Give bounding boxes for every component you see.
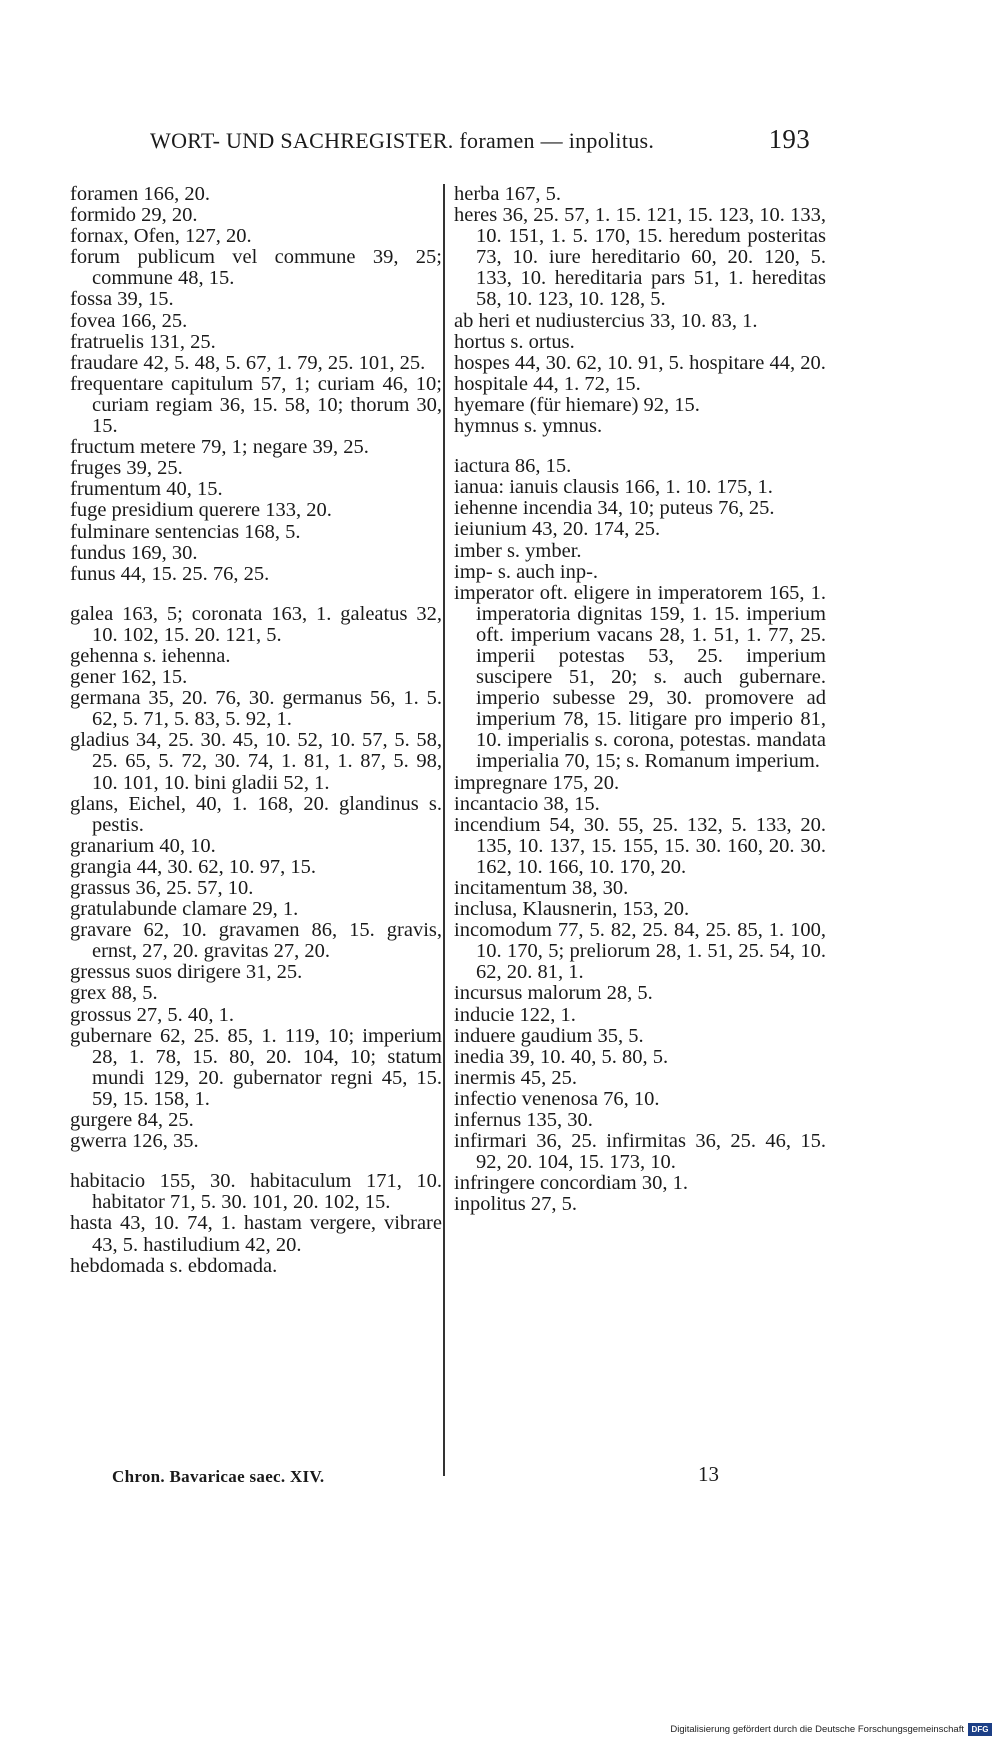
index-entry: fovea 166, 25.: [70, 309, 188, 332]
page-number: 193: [768, 124, 810, 154]
index-entry: incursus malorum 28, 5.: [454, 982, 653, 1005]
index-entry: iactura 86, 15.: [454, 455, 572, 478]
index-entry: inermis 45, 25.: [454, 1066, 577, 1089]
index-entry: imber s. ymber.: [454, 539, 582, 562]
index-entry: fundus 169, 30.: [70, 541, 198, 564]
index-entry: gurgere 84, 25.: [70, 1109, 194, 1132]
index-entry: hospes 44, 30. 62, 10. 91, 5. hospitare 44, 20.: [454, 351, 826, 374]
index-entry: induere gaudium 35, 5.: [454, 1024, 644, 1047]
index-entry: fratruelis 131, 25.: [70, 330, 216, 353]
index-entry: incitamentum 38, 30.: [454, 877, 629, 899]
index-entry: grex 88, 5.: [70, 982, 158, 1005]
index-column-right: [454, 184, 826, 1216]
index-entry: gressus suos dirigere 31, 25.: [70, 961, 303, 984]
index-entry: gratulabunde clamare 29, 1.: [70, 898, 299, 921]
index-entry: fulminare sentencias 168, 5.: [70, 520, 301, 543]
signature-mark: Chron. Bavaricae saec. XIV.: [112, 1467, 325, 1486]
index-entry: hasta 43, 10. 74, 1. hastam vergere, vibrare 43, 5. hastiludium 42, 20.: [70, 1212, 442, 1256]
section-gap: [454, 437, 826, 456]
index-entry: grassus 36, 25. 57, 10.: [70, 877, 254, 899]
index-entry: incendium 54, 30. 55, 25. 132, 5. 133, 20. 135, 10. 137, 15. 155, 15. 30. 160, 20. 30. 162, 10. 166, 10. 170, 20.: [454, 813, 826, 878]
running-head-title: WORT- UND SACHREGISTER. foramen — inpolitus.: [150, 128, 655, 153]
index-entry: hortus s. ortus.: [454, 330, 575, 353]
digitization-note: Digitalisierung gefördert durch die Deutsche Forschungsgemeinschaft: [670, 1724, 964, 1735]
index-entry: infirmari 36, 25. infirmitas 36, 25. 46, 15. 92, 20. 104, 15. 173, 10.: [454, 1130, 826, 1174]
index-entry: infectio venenosa 76, 10.: [454, 1087, 660, 1110]
index-entry: gladius 34, 25. 30. 45, 10. 52, 10. 57, 5. 58, 25. 65, 5. 72, 30. 74, 1. 81, 1. 87, 5. 98, 10. 101, 10. bini gladii 52, 1.: [70, 729, 442, 794]
index-entry: habitacio 155, 30. habitaculum 171, 10. habitator 71, 5. 30. 101, 20. 102, 15.: [70, 1170, 442, 1214]
index-entry: gwerra 126, 35.: [70, 1130, 199, 1153]
index-entry: inedia 39, 10. 40, 5. 80, 5.: [454, 1045, 669, 1068]
index-entry: hebdomada s. ebdomada.: [70, 1254, 278, 1277]
index-entry: ab heri et nudiustercius 33, 10. 83, 1.: [454, 309, 758, 332]
index-entry: gehenna s. iehenna.: [70, 644, 231, 667]
index-entry: inpolitus 27, 5.: [454, 1193, 578, 1216]
index-entry: forum publicum vel commune 39, 25; commune 48, 15.: [70, 246, 442, 290]
index-entry: funus 44, 15. 25. 76, 25.: [70, 562, 270, 585]
index-entry: galea 163, 5; coronata 163, 1. galeatus 32, 10. 102, 15. 20. 121, 5.: [70, 602, 442, 646]
gathering-number: 13: [698, 1462, 719, 1486]
index-entry: fuge presidium querere 133, 20.: [70, 499, 332, 522]
index-entry: inclusa, Klausnerin, 153, 20.: [454, 898, 690, 921]
index-entry: imp- s. auch inp-.: [454, 560, 599, 583]
column-divider: [443, 184, 445, 1476]
index-entry: fossa 39, 15.: [70, 288, 174, 311]
index-entry: heres 36, 25. 57, 1. 15. 121, 15. 123, 10. 133, 10. 151, 1. 5. 170, 15. heredum posteritas 73, 10. iure hereditario 60, 20. 120, 5. 133, 10. hereditaria pars 51, 1. hereditas 58, 10. 123, 10. 128, 5.: [454, 204, 826, 311]
index-entry: fornax, Ofen, 127, 20.: [70, 225, 252, 248]
index-entry: grangia 44, 30. 62, 10. 97, 15.: [70, 855, 316, 878]
index-entry: incantacio 38, 15.: [454, 792, 600, 815]
index-entry: grossus 27, 5. 40, 1.: [70, 1003, 235, 1026]
running-head: [150, 124, 810, 158]
index-entry: gubernare 62, 25. 85, 1. 119, 10; imperium 28, 1. 78, 15. 80, 20. 104, 10; statum mundi 129, 20. gubernator regni 45, 15. 59, 15. 158, 1.: [70, 1024, 442, 1110]
index-entry: germana 35, 20. 76, 30. germanus 56, 1. 5. 62, 5. 71, 5. 83, 5. 92, 1.: [70, 687, 442, 731]
index-entry: gener 162, 15.: [70, 666, 188, 689]
section-gap: [70, 1152, 442, 1171]
dfg-logo: DFG: [968, 1723, 992, 1736]
section-gap: [70, 585, 442, 604]
index-entry: incomodum 77, 5. 82, 25. 84, 25. 85, 1. 100, 10. 170, 5; preliorum 28, 1. 51, 25. 54, 10. 62, 20. 81, 1.: [454, 919, 826, 984]
index-entry: frumentum 40, 15.: [70, 478, 223, 501]
index-entry: ianua: ianuis clausis 166, 1. 10. 175, 1.: [454, 476, 773, 499]
index-entry: glans, Eichel, 40, 1. 168, 20. glandinus s. pestis.: [70, 792, 442, 836]
index-entry: infringere concordiam 30, 1.: [454, 1172, 688, 1195]
index-entry: imperator oft. eligere in imperatorem 165, 1. imperatoria dignitas 159, 1. 15. imperium oft. imperium vacans 28, 1. 51, 1. 77, 25. imperii potestas 53, 25. imperium suscipere 51, 20; s. auch gubernare. imperio subesse 29, 30. promovere ad imperium 78, 15. litigare pro imperio 81, 10. imperialis s. corona, potestas. mandata imperialia 70, 15; s. Romanum imperium.: [454, 581, 826, 773]
index-entry: fruges 39, 25.: [70, 457, 183, 480]
index-entry: hyemare (für hiemare) 92, 15.: [454, 393, 700, 416]
index-column-left: [70, 184, 442, 1277]
index-entry: formido 29, 20.: [70, 204, 198, 227]
index-entry: foramen 166, 20.: [70, 183, 211, 205]
index-entry: impregnare 175, 20.: [454, 771, 620, 794]
index-entry: fructum metere 79, 1; negare 39, 25.: [70, 436, 369, 459]
index-entry: hospitale 44, 1. 72, 15.: [454, 372, 641, 395]
index-entry: iehenne incendia 34, 10; puteus 76, 25.: [454, 497, 775, 520]
index-entry: gravare 62, 10. gravamen 86, 15. gravis, ernst, 27, 20. gravitas 27, 20.: [70, 919, 442, 963]
index-entry: ieiunium 43, 20. 174, 25.: [454, 518, 661, 541]
index-entry: hymnus s. ymnus.: [454, 415, 603, 438]
index-entry: fraudare 42, 5. 48, 5. 67, 1. 79, 25. 101, 25.: [70, 351, 426, 374]
index-entry: herba 167, 5.: [454, 183, 562, 205]
index-entry: frequentare capitulum 57, 1; curiam 46, 10; curiam regiam 36, 15. 58, 10; thorum 30, 15.: [70, 372, 442, 438]
index-entry: granarium 40, 10.: [70, 834, 216, 857]
index-entry: infernus 135, 30.: [454, 1109, 593, 1132]
index-entry: inducie 122, 1.: [454, 1003, 576, 1026]
